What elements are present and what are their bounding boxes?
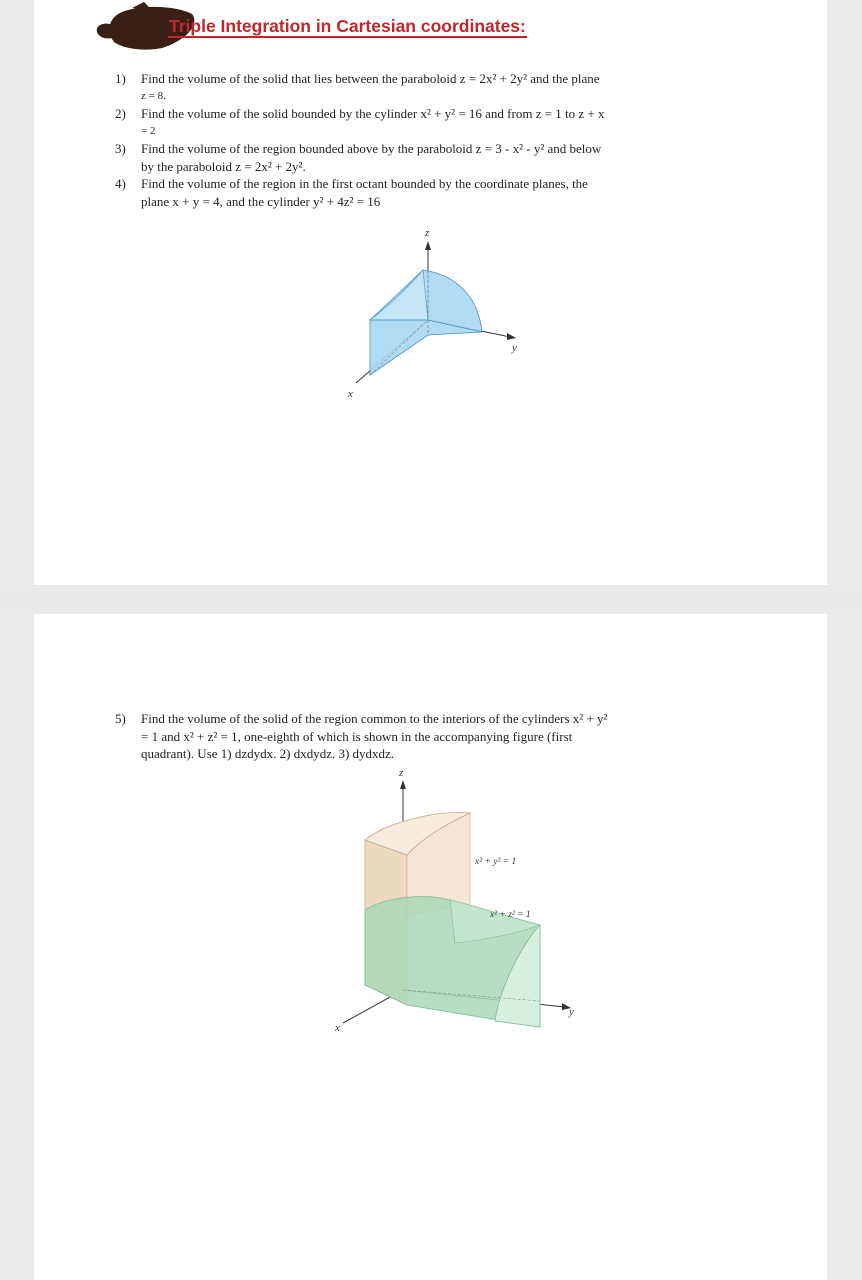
problem-text: Find the volume of the region bounded above by the paraboloid z = 3 - x² - y² and below <box>141 141 602 156</box>
problem-4 <box>115 175 695 210</box>
problem-text-cont: quadrant). Use 1) dzdydx. 2) dxdydz. 3) dydxdz. <box>141 746 395 761</box>
problem-text-cont: plane x + y = 4, and the cylinder y² + 4z² = 16 <box>141 193 381 209</box>
problem-text-cont: z = 8. <box>141 89 166 102</box>
z-axis-arrow <box>425 241 431 250</box>
cylinder-equation-2: x² + z² = 1 <box>490 910 531 920</box>
problem-number: 1) <box>115 71 126 86</box>
problem-number: 5) <box>115 711 126 726</box>
problem-2 <box>115 105 695 140</box>
y-axis-label: y <box>569 1006 574 1018</box>
problem-number: 4) <box>115 176 126 191</box>
problem-text: Find the volume of the solid of the region common to the interiors of the cylinders x² + y² <box>141 711 608 726</box>
z-axis-arrow <box>400 780 406 789</box>
problem-number: 3) <box>115 141 126 156</box>
z-axis-label: z <box>399 767 404 779</box>
page-divider <box>0 585 862 614</box>
problem-text-cont: = 2 <box>141 124 156 137</box>
cylinders-figure <box>325 765 585 1035</box>
problem-text: Find the volume of the solid bounded by the cylinder x² + y² = 16 and from z = 1 to z + x <box>141 106 605 121</box>
problem-number: 2) <box>115 106 126 121</box>
y-axis-arrow <box>507 333 516 340</box>
problem-text-cont: = 1 and x² + z² = 1, one-eighth of which is shown in the accompanying figure (first <box>141 728 573 744</box>
problem-5-block <box>115 710 715 763</box>
x-axis-label: x <box>348 388 353 400</box>
paraboloid-figure <box>320 225 540 410</box>
problem-3 <box>115 140 695 175</box>
problem-text: Find the volume of the region in the first octant bounded by the coordinate planes, the <box>141 176 588 191</box>
z-axis-label: z <box>425 227 430 239</box>
x-axis-label: x <box>335 1022 340 1034</box>
problem-text-cont: by the paraboloid z = 2x² + 2y². <box>141 158 306 174</box>
paraboloid-solid <box>370 270 482 375</box>
problem-list <box>115 70 695 210</box>
y-axis-label: y <box>512 342 517 354</box>
cylinder-equation-1: x² + y² = 1 <box>475 857 517 867</box>
page-title: Triple Integration in Cartesian coordinates: <box>169 16 526 36</box>
problem-5 <box>115 710 715 763</box>
problem-text: Find the volume of the solid that lies between the paraboloid z = 2x² + 2y² and the plane <box>141 71 600 86</box>
problem-1 <box>115 70 695 105</box>
